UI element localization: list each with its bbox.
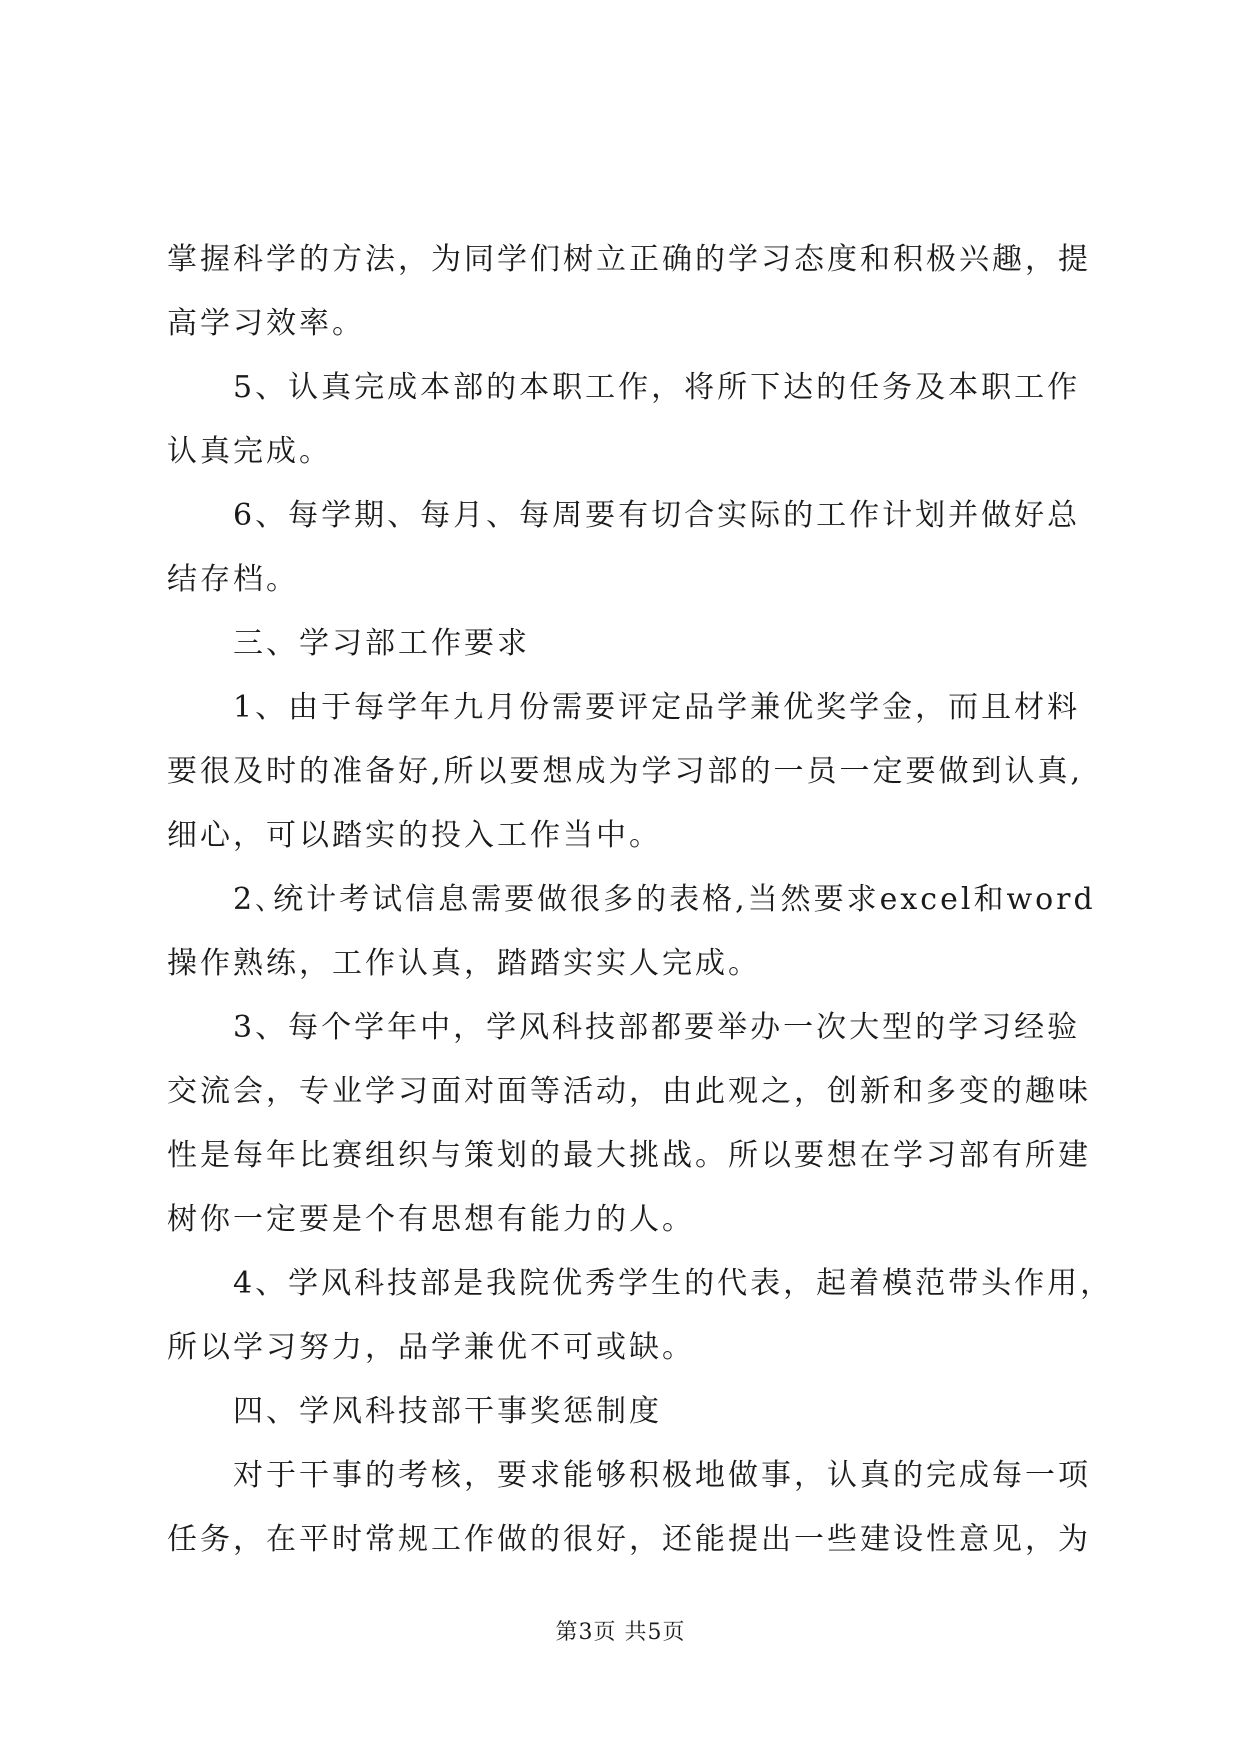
text-line: 5、认真完成本部的本职工作，将所下达的任务及本职工作: [233, 370, 1081, 405]
text-line: 任务，在平时常规工作做的很好，还能提出一些建设性意见，为: [167, 1522, 1091, 1557]
text-line: 所以学习努力，品学兼优不可或缺。: [167, 1330, 695, 1365]
text-line: 3、每个学年中，学风科技部都要举办一次大型的学习经验: [233, 1010, 1081, 1045]
text-line: 操作熟练，工作认真，踏踏实实人完成。: [167, 946, 761, 981]
text-line: 4、学风科技部是我院优秀学生的代表，起着模范带头作用，: [233, 1266, 1114, 1301]
text-line: 要很及时的准备好,所以要想成为学习部的一员一定要做到认真,: [167, 754, 1084, 789]
text-line: 性是每年比赛组织与策划的最大挑战。所以要想在学习部有所建: [167, 1138, 1091, 1173]
section-heading: 四、学风科技部干事奖惩制度: [233, 1394, 662, 1429]
text-line: 2､统计考试信息需要做很多的表格,当然要求excel和word: [233, 882, 1096, 917]
text-line: 对于干事的考核，要求能够积极地做事，认真的完成每一项: [233, 1458, 1091, 1493]
text-line: 认真完成。: [167, 434, 332, 469]
text-line: 高学习效率。: [167, 306, 365, 341]
document-body: [167, 228, 1114, 1572]
page-number-footer: 第3页 共5页: [555, 1620, 686, 1645]
text-line: 6、每学期、每月、每周要有切合实际的工作计划并做好总: [233, 498, 1081, 533]
text-line: 1、由于每学年九月份需要评定品学兼优奖学金，而且材料: [233, 690, 1081, 725]
text-line: 交流会，专业学习面对面等活动，由此观之，创新和多变的趣味: [167, 1074, 1091, 1109]
section-heading: 三、学习部工作要求: [233, 626, 530, 661]
text-line: 结存档。: [167, 562, 299, 597]
text-line: 树你一定要是个有思想有能力的人。: [167, 1202, 695, 1237]
text-line: 掌握科学的方法，为同学们树立正确的学习态度和积极兴趣，提: [167, 242, 1091, 277]
text-line: 细心，可以踏实的投入工作当中。: [167, 818, 662, 853]
